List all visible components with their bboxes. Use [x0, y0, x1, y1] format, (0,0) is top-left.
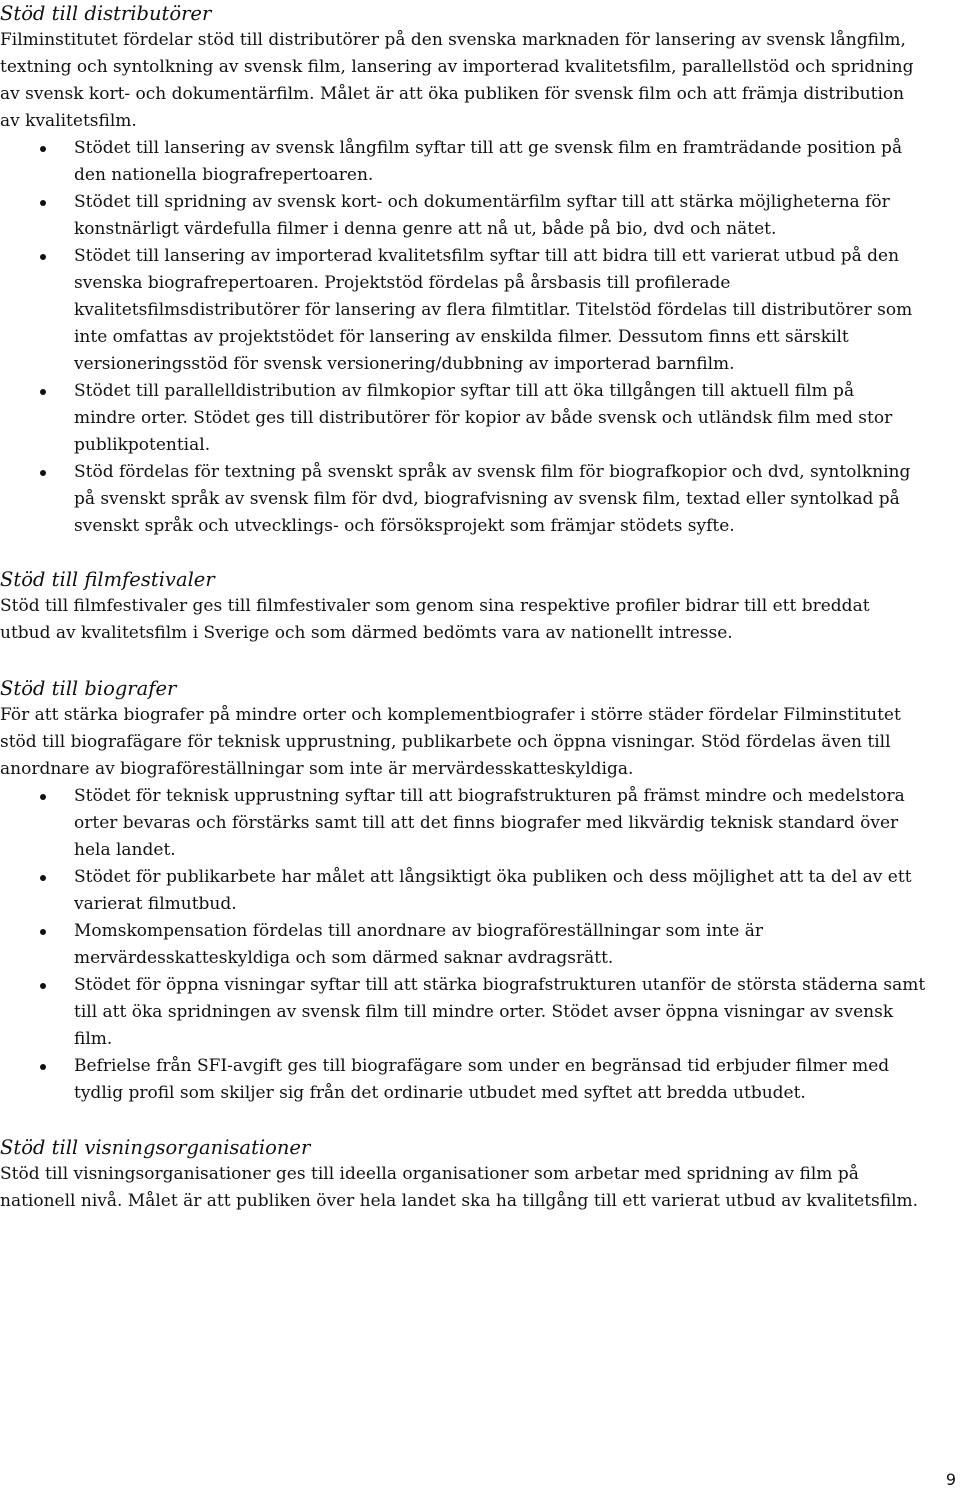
bullet-list [0, 783, 950, 1107]
text-line: hela landet. [74, 840, 176, 860]
text-line: till att öka spridningen av svensk film till mindre orter. Stödet avser öppna visningar av svensk [74, 1002, 894, 1022]
section-intro [0, 593, 950, 647]
text-line: mindre orter. Stödet ges till distributörer för kopior av både svensk och utländsk film med stor [74, 408, 893, 428]
text-line: Stödet för publikarbete har målet att långsiktigt öka publiken och dess möjlighet att ta del av ett [74, 867, 912, 887]
text-line: tydlig profil som skiljer sig från det ordinarie utbudet med syftet att bredda utbudet. [74, 1083, 806, 1103]
section-intro [0, 702, 950, 783]
section-heading: Stöd till visningsorganisationer [0, 1136, 311, 1159]
text-line: utbud av kvalitetsfilm i Sverige och som därmed bedömts vara av nationellt intresse. [0, 623, 733, 643]
section-intro [0, 27, 950, 135]
list-item [0, 972, 950, 1053]
section-filmfestivaler [0, 566, 950, 647]
bullet-icon [40, 875, 46, 881]
text-line: versioneringsstöd för svensk versionering/dubbning av importerad barnfilm. [74, 354, 735, 374]
list-item [0, 864, 950, 918]
text-line: Stödet till spridning av svensk kort- och dokumentärfilm syftar till att stärka möjligheterna för [74, 192, 890, 212]
section-visningsorganisationer [0, 1134, 950, 1215]
text-line: Befrielse från SFI-avgift ges till biografägare som under en begränsad tid erbjuder filmer med [74, 1056, 890, 1076]
list-item [0, 918, 950, 972]
text-line: inte omfattas av projektstödet för lansering av enskilda filmer. Dessutom finns ett särskilt [74, 327, 849, 347]
bullet-icon [40, 1064, 46, 1070]
text-line: Stödet för öppna visningar syftar till att stärka biografstrukturen utanför de största städerna samt [74, 975, 926, 995]
text-line: orter bevaras och förstärks samt till att det finns biografer med likvärdig teknisk standard över [74, 813, 899, 833]
bullet-icon [40, 983, 46, 989]
list-item [0, 135, 950, 189]
section-distributorer [0, 0, 950, 540]
text-line: stöd till biografägare för teknisk upprustning, publikarbete och öppna visningar. Stöd fördelas även till [0, 732, 891, 752]
list-item [0, 378, 950, 459]
text-line: svenskt språk och utvecklings- och försöksprojekt som främjar stödets syfte. [74, 516, 735, 536]
section-intro [0, 1161, 950, 1215]
text-line: Stödet till lansering av svensk långfilm syftar till att ge svensk film en framträdande position på [74, 138, 903, 158]
text-line: varierat filmutbud. [74, 894, 237, 914]
text-line: mervärdesskatteskyldiga och som därmed saknar avdragsrätt. [74, 948, 614, 968]
text-line: Filminstitutet fördelar stöd till distributörer på den svenska marknaden för lansering av svensk långfilm, [0, 30, 906, 50]
section-biografer [0, 675, 950, 1107]
list-item [0, 783, 950, 864]
text-line: anordnare av biograföreställningar som inte är mervärdesskatteskyldiga. [0, 759, 634, 779]
section-heading: Stöd till biografer [0, 677, 177, 700]
text-line: på svenskt språk av svensk film för dvd, biografvisning av svensk film, textad eller syntolkad på [74, 489, 900, 509]
text-line: den nationella biografrepertoaren. [74, 165, 374, 185]
text-line: kvalitetsfilmsdistributörer för lansering av flera filmtitlar. Titelstöd fördelas till distributörer som [74, 300, 913, 320]
section-heading: Stöd till distributörer [0, 2, 212, 25]
bullet-icon [40, 146, 46, 152]
text-line: Momskompensation fördelas till anordnare av biograföreställningar som inte är [74, 921, 764, 941]
page-number: 9 [945, 1470, 956, 1489]
section-heading: Stöd till filmfestivaler [0, 568, 215, 591]
text-line: Stödet till parallelldistribution av filmkopior syftar till att öka tillgången till aktuell film på [74, 381, 855, 401]
text-line: För att stärka biografer på mindre orter och komplementbiografer i större städer fördelar Filminstitutet [0, 705, 901, 725]
list-item [0, 189, 950, 243]
bullet-list [0, 135, 950, 540]
bullet-icon [40, 254, 46, 260]
bullet-icon [40, 470, 46, 476]
list-item [0, 243, 950, 378]
text-line: av kvalitetsfilm. [0, 111, 137, 131]
text-line: svenska biografrepertoaren. Projektstöd fördelas på årsbasis till profilerade [74, 273, 731, 293]
bullet-icon [40, 389, 46, 395]
bullet-icon [40, 200, 46, 206]
text-line: Stöd fördelas för textning på svenskt språk av svensk film för biografkopior och dvd, syntolkning [74, 462, 911, 482]
text-line: av svensk kort- och dokumentärfilm. Målet är att öka publiken för svensk film och att främja distribution [0, 84, 905, 104]
text-line: textning och syntolkning av svensk film, lansering av importerad kvalitetsfilm, parallellstöd och spridning [0, 57, 914, 77]
text-line: Stödet till lansering av importerad kvalitetsfilm syftar till att bidra till ett varierat utbud på den [74, 246, 900, 266]
text-line: film. [74, 1029, 113, 1049]
text-line: nationell nivå. Målet är att publiken över hela landet ska ha tillgång till ett varierat utbud av kvalitetsfilm. [0, 1191, 919, 1211]
text-line: Stödet för teknisk upprustning syftar till att biografstrukturen på främst mindre och medelstora [74, 786, 905, 806]
text-line: Stöd till filmfestivaler ges till filmfestivaler som genom sina respektive profiler bidrar till ett breddat [0, 596, 870, 616]
bullet-icon [40, 929, 46, 935]
bullet-icon [40, 794, 46, 800]
list-item [0, 459, 950, 540]
list-item [0, 1053, 950, 1107]
text-line: publikpotential. [74, 435, 211, 455]
text-line: Stöd till visningsorganisationer ges till ideella organisationer som arbetar med spridning av film på [0, 1164, 859, 1184]
text-line: konstnärligt värdefulla filmer i denna genre att nå ut, både på bio, dvd och nätet. [74, 219, 777, 239]
